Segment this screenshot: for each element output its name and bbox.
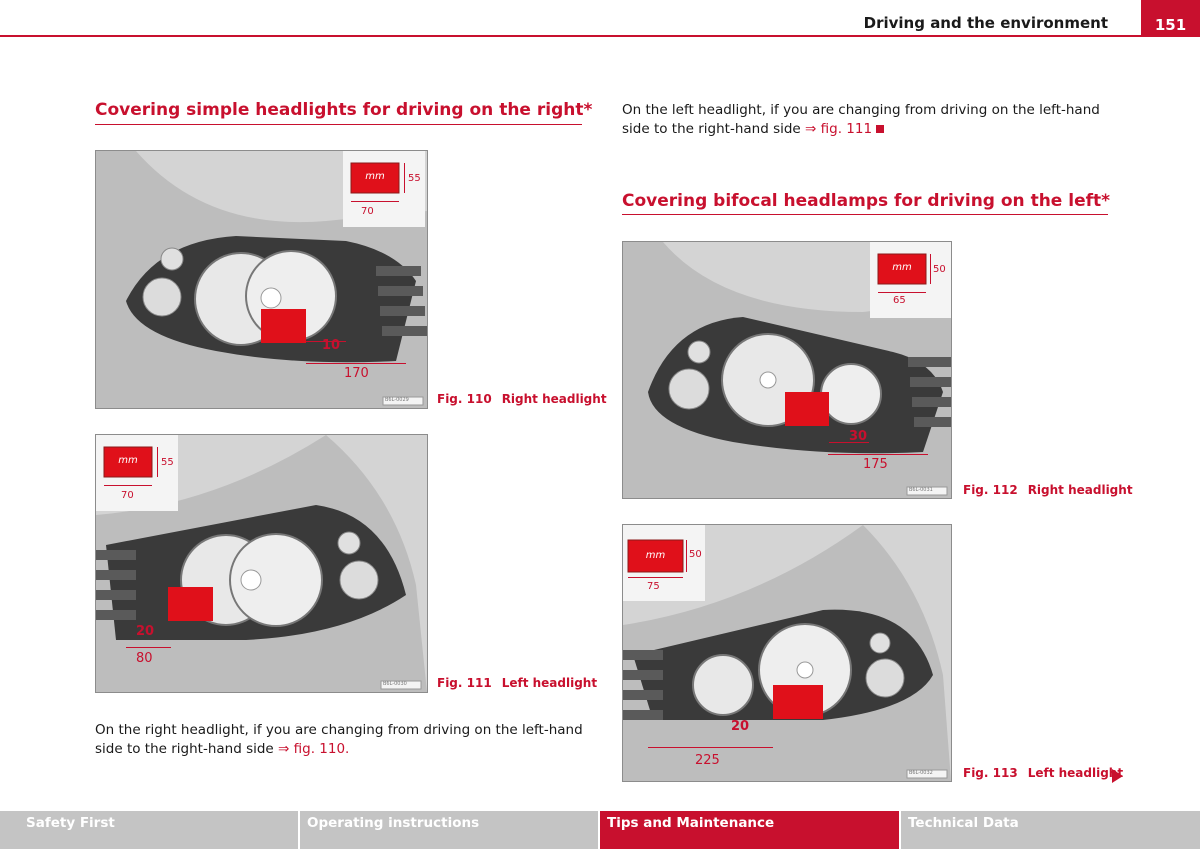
tab-technical-data[interactable]: Technical Data	[901, 811, 1200, 849]
end-of-section-marker	[876, 125, 884, 133]
figure-reference-link[interactable]: ⇒ fig. 111	[805, 121, 873, 137]
mask-unit-label: mm	[365, 171, 385, 182]
mask-unit-label: mm	[892, 262, 912, 273]
figure-110-caption: Fig. 110 Right headlight	[437, 392, 607, 406]
figure-code: B6L-0030	[383, 681, 407, 687]
offset-label-a: 20	[136, 624, 155, 639]
figure-111-caption: Fig. 111 Left headlight	[437, 676, 598, 690]
next-page-arrow-icon[interactable]	[1112, 769, 1123, 783]
figure-113-left-headlight	[622, 524, 952, 782]
headlight-illustration	[623, 242, 951, 498]
section-title-bifocal-headlamps: Covering bifocal headlamps for driving on the left*	[622, 191, 1111, 211]
figure-113-caption: Fig. 113 Left headlight	[963, 766, 1124, 780]
offset-label-b: 170	[344, 366, 369, 381]
offset-label-a: 30	[849, 429, 868, 444]
offset-label-b: 175	[863, 457, 888, 472]
section-rule	[622, 214, 1108, 215]
mask-width-label: 65	[893, 295, 906, 306]
offset-label-a: 20	[731, 719, 750, 734]
offset-label-b: 80	[136, 651, 153, 666]
offset-label-b: 225	[695, 753, 720, 768]
body-text-right-headlight: On the right headlight, if you are changing from driving on the left-hand side to the right-hand side ⇒ fig. 110.	[95, 722, 583, 757]
headlight-illustration	[96, 151, 427, 408]
section-rule	[95, 124, 582, 125]
footer-navigation	[0, 811, 1200, 849]
figure-code: B6L-0029	[385, 397, 409, 403]
mask-unit-label: mm	[645, 550, 666, 561]
mask-width-label: 70	[121, 490, 134, 501]
mask-height-label: 55	[161, 457, 174, 468]
mask-unit-label: mm	[118, 455, 138, 466]
body-text-left-headlight: On the left headlight, if you are changing from driving on the left-hand side to the right-hand side ⇒ fig. 111	[622, 102, 1100, 137]
headlight-illustration	[623, 525, 951, 781]
tab-tips-and-maintenance[interactable]: Tips and Maintenance	[600, 811, 899, 849]
figure-code: B6L-0032	[909, 770, 933, 776]
mask-height-label: 50	[933, 264, 946, 275]
mask-width-label: 75	[647, 581, 660, 592]
tab-safety-first[interactable]: Safety First	[0, 811, 298, 849]
figure-112-caption: Fig. 112 Right headlight	[963, 483, 1133, 497]
mask-width-label: 70	[361, 206, 374, 217]
figure-reference-link[interactable]: ⇒ fig. 110.	[278, 741, 350, 757]
section-title-simple-headlights: Covering simple headlights for driving on the right*	[95, 100, 593, 120]
figure-111-left-headlight	[95, 434, 428, 693]
header-rule	[0, 35, 1200, 37]
mask-height-label: 50	[689, 549, 702, 560]
mask-height-label: 55	[408, 173, 421, 184]
tab-operating-instructions[interactable]: Operating instructions	[300, 811, 598, 849]
figure-110-right-headlight	[95, 150, 428, 409]
figure-code: B6L-0031	[909, 487, 933, 493]
page-number: 151	[1141, 0, 1200, 37]
figure-112-right-headlight	[622, 241, 952, 499]
offset-label-a: 10	[322, 338, 341, 353]
chapter-title: Driving and the environment	[863, 14, 1108, 32]
